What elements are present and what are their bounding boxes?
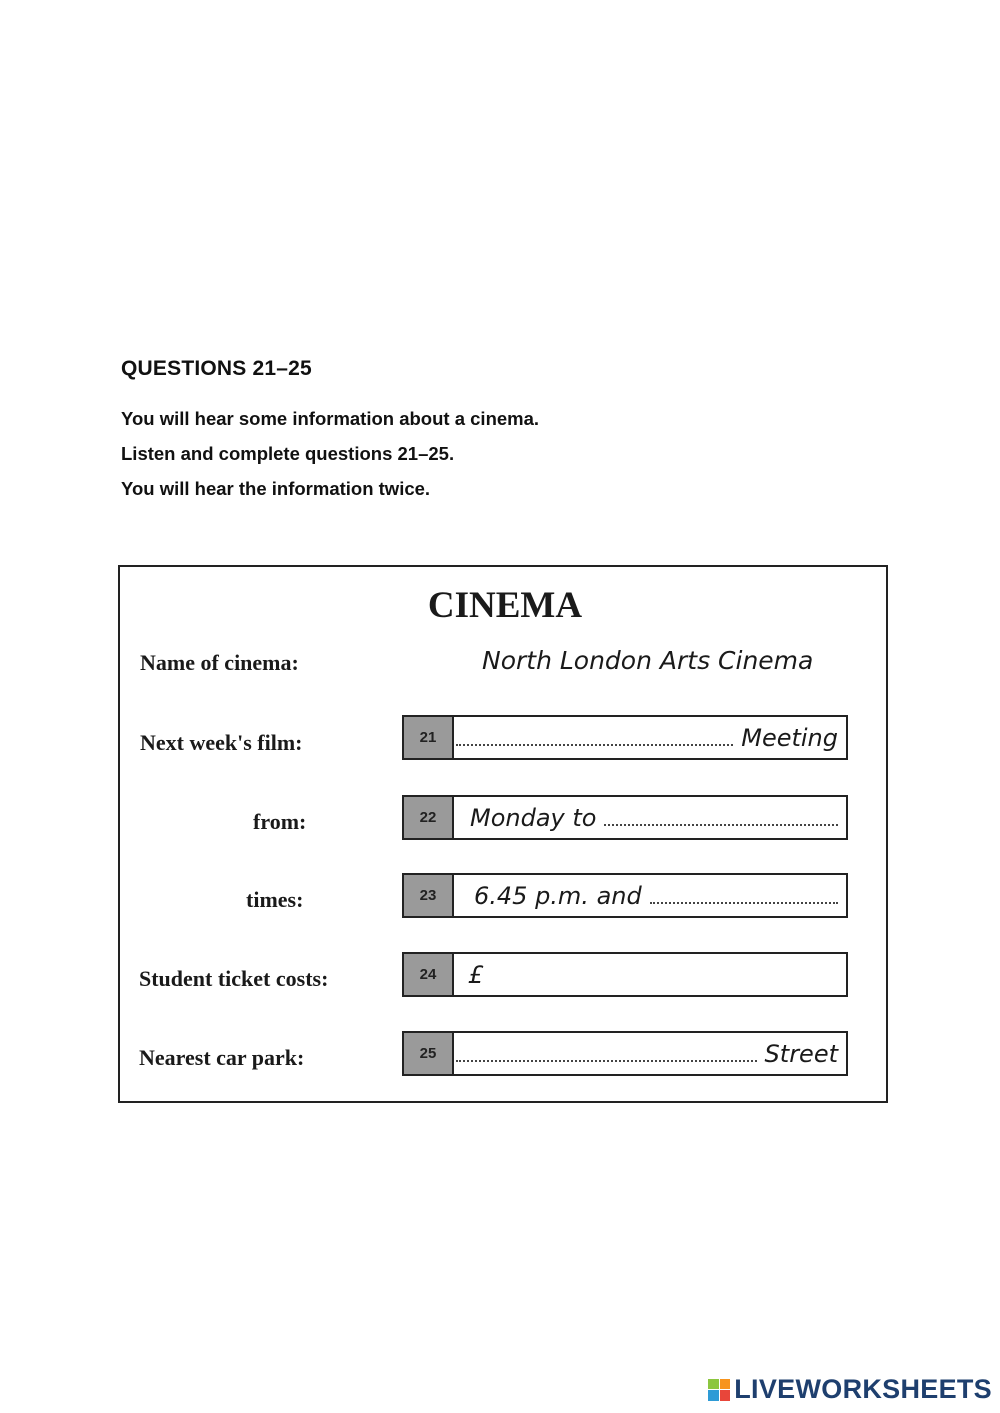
answer-dots[interactable]: [650, 902, 838, 904]
question-number-23: 23: [404, 875, 454, 916]
answer-content-25: [456, 1033, 838, 1074]
instruction-line: You will hear the information twice.: [121, 478, 431, 499]
answer-before-22: Monday to: [470, 803, 597, 832]
instruction-line: Listen and complete questions 21–25.: [121, 443, 455, 464]
instruction-line: You will hear some information about a cinema.: [121, 408, 540, 429]
answer-box-24[interactable]: [402, 952, 848, 997]
answer-box-25[interactable]: [402, 1031, 848, 1076]
answer-dots[interactable]: [604, 824, 838, 826]
questions-heading: QUESTIONS 21–25: [121, 357, 312, 380]
answer-before-23: 6.45 p.m. and: [474, 881, 642, 910]
card-title: CINEMA: [427, 585, 583, 626]
answer-box-21[interactable]: [402, 715, 848, 760]
label-from: from:: [253, 809, 307, 834]
question-number-25: 25: [404, 1033, 454, 1074]
question-number-21: 21: [404, 717, 454, 758]
answer-box-22[interactable]: [402, 795, 848, 840]
label-next-week-film: Next week's film:: [140, 730, 303, 755]
answer-box-23[interactable]: [402, 873, 848, 918]
answer-after-25: Street: [764, 1039, 838, 1068]
answer-content-24: [456, 954, 838, 995]
answer-dots[interactable]: [456, 744, 733, 746]
answer-content-21: [456, 717, 838, 758]
logo-text: LIVEWORKSHEETS: [734, 1374, 992, 1404]
liveworksheets-logo[interactable]: [708, 1374, 992, 1405]
label-nearest-car-park: Nearest car park:: [139, 1045, 305, 1070]
answer-before-24: £: [468, 960, 484, 989]
answer-content-23: [456, 875, 838, 916]
label-times: times:: [246, 887, 304, 912]
answer-after-21: Meeting: [741, 723, 838, 752]
answer-content-22: [456, 797, 838, 838]
cinema-name-label: Name of cinema:: [140, 650, 299, 675]
question-number-22: 22: [404, 797, 454, 838]
cinema-name-value: North London Arts Cinema: [482, 646, 814, 675]
answer-dots[interactable]: [456, 1060, 757, 1062]
question-number-24: 24: [404, 954, 454, 995]
label-student-ticket: Student ticket costs:: [139, 966, 329, 991]
liveworksheets-logo-icon: [708, 1379, 730, 1401]
